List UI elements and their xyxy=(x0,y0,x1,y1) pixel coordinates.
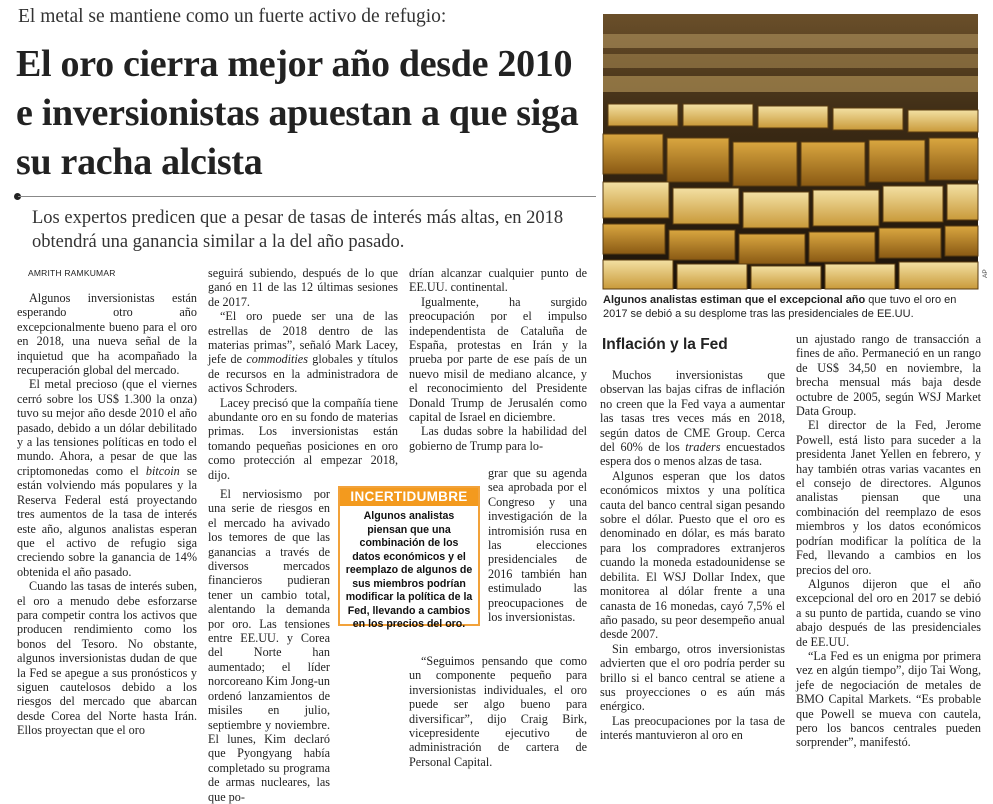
article-kicker: El metal se mantiene como un fuerte activo de refugio: xyxy=(18,6,447,27)
paragraph: El director de la Fed, Jerome Powell, está listo para suceder a la presidenta Janet Yellen en febrero, y hay también otras varias vacantes en el consejo de directores. Algunos analistas piensan que una combinación del reemplazo de esos miembros y los datos económicos podrían modificar la política de la Fed, llevando a cambios en los precios del oro. xyxy=(796,418,981,577)
column-5 xyxy=(796,332,981,771)
section-subhead: Inflación y la Fed xyxy=(602,336,728,353)
article-dek: Los expertos predicen que a pesar de tasas de interés más altas, en 2018 obtendrá una ganancia similar a la del año pasado. xyxy=(32,208,564,252)
paragraph: Muchos inversionistas que observan las bajas cifras de inflación no creen que la Fed vaya a aumentar las tasas tres veces más en 2018, según datos de CME Group. Cerca del 60% de los traders encuestados espera dos o menos alzas de tasa. xyxy=(600,368,785,469)
paragraph: “El oro puede ser una de las estrellas de 2018 dentro de las materias primas”, señaló Mark Lacey, jefe de commodities globales y títulos de recursos en la administradora de activos Schroders. xyxy=(208,309,398,396)
paragraph: un ajustado rango de transacción a fines de año. Permaneció en un rango de US$ 34,50 en noviembre, la brecha mensual más baja desde octubre de 2005, según WSJ Market Data Group. xyxy=(796,332,981,419)
paragraph: Cuando las tasas de interés suben, el oro a menudo debe esforzarse para competir contra los activos que producen rendimiento como los bonos del Tesoro. No obstante, algunos inversionistas dudan de que la Fed se apegue a sus pronósticos y siguen cautelosos debido a los riesgos del mercado que abarcan desde Corea del Norte hasta Irán. Ellos proyectan que el oro xyxy=(17,579,197,738)
caption-lead: Algunos analistas estiman que el excepcional año xyxy=(603,294,866,306)
pull-quote xyxy=(338,486,480,630)
paragraph: Algunos dijeron que el año excepcional del oro en 2017 se debió a su punto de partida, cuando se vino abajo después de las presidenciales de EE.UU. xyxy=(796,576,981,649)
photo-credit: AP xyxy=(982,269,989,278)
paragraph: Sin embargo, otros inversionistas advierten que el oro podría perder su brillo si el banco central se atiene a sus proyecciones o es aún más enérgico. xyxy=(600,641,785,714)
paragraph: drían alcanzar cualquier punto de EE.UU. continental. xyxy=(409,266,587,295)
photo-caption xyxy=(603,294,981,321)
paragraph: Algunos inversionistas están esperando otro año excepcionalmente bueno para el oro en 2018, una nueva señal de la inquietud que ha acompañado la recuperación global del mercado. xyxy=(17,291,197,378)
column-2-top xyxy=(208,266,398,487)
paragraph: grar que su agenda sea aprobada por el Congreso y una investigación de la intromisión rusa en las elecciones presidenciales de 2016 también han estimulado las preocupaciones de los inversionistas. xyxy=(488,466,587,625)
paragraph: El nerviosismo por una serie de riesgos en el mercado ha avivado los temores de que las ganancias a través de diversos mercados financieros pudieran tener un cambio total, alentando la demanda por oro. Las tensiones entre EE.UU. y Corea del Norte han aumentado; el líder norcoreano Kim Jong-un ordenó lanzamientos de misiles en julio, septiembre y noviembre. El lunes, Kim declaró que Pyongyang había completado su programa de armas nucleares, las que po- xyxy=(208,487,330,804)
caption-text: que tuvo el oro en 2017 se debió a su desplome tras las presidenciales de EE.UU. xyxy=(603,294,957,320)
byline: AMRITH RAMKUMAR xyxy=(28,268,116,278)
article-headline: El oro cierra mejor año desde 2010 e inversionistas apuestan a que siga su racha alcista xyxy=(16,43,579,183)
paragraph: seguirá subiendo, después de lo que ganó en 11 de las 12 últimas sesiones de 2017. xyxy=(208,266,398,309)
column-3-middle xyxy=(488,466,587,654)
paragraph: “Seguimos pensando que como un componente pequeño para inversionistas individuales, el oro puede ser algo bueno para diversificar”, dijo Craig Birk, vicepresidente ejecutivo de administración de cartera de Personal Capital. xyxy=(409,654,587,769)
column-2-bottom xyxy=(208,487,330,804)
paragraph: El metal precioso (que el viernes cerró sobre los US$ 1.300 la onza) tuvo su mejor año desde 2010 el año pasado, debido a un dólar debilitado y a las tensiones políticas en todo el mundo. Ahora, a pesar de que las criptomonedas como el bitcoin se están volviendo más populares y la Reserva Federal está proyectando tres aumentos de la tasa de interés este año, algunos analistas esperan que el activo de refugio siga creciendo sobre la ganancia de 14% obtenida el año pasado. xyxy=(17,377,198,579)
column-3-top xyxy=(409,266,587,466)
paragraph: Las dudas sobre la habilidad del gobierno de Trump para lo- xyxy=(409,424,587,453)
pull-quote-label: INCERTIDUMBRE xyxy=(340,488,478,506)
gold-bars-photo xyxy=(603,14,978,289)
column-3-bottom xyxy=(409,654,587,771)
paragraph: “La Fed es un enigma por primera vez en algún tiempo”, dijo Tai Wong, jefe de negociación de metales de BMO Capital Markets. “Es probable que Powell se mueva con cautela, pero los bancos centrales pueden sorprender”, manifestó. xyxy=(796,648,981,750)
gold-bars-illustration xyxy=(603,14,978,289)
headline-rule xyxy=(18,196,596,197)
paragraph: Algunos esperan que los datos económicos mixtos y una política cauta del banco central sigan pesando sobre el dólar. Puesto que el oro es denominado en dólar, es más barato para los compradores extranjeros cuando la moneda estadounidense se debilita. El WSJ Dollar Index, que monitorea al dólar frente a una canasta de 16 monedas, cayó 7,5% el año pasado, su peor desempeño anual desde 2007. xyxy=(600,468,785,642)
paragraph: Las preocupaciones por la tasa de interés mantuvieron al oro en xyxy=(600,713,785,743)
paragraph: Lacey precisó que la compañía tiene abundante oro en su fondo de materias primas. Los inversionistas están tomando pequeñas posiciones en oro como protección al empezar 2018, dijo. xyxy=(208,395,398,482)
column-4 xyxy=(600,368,785,771)
column-1 xyxy=(17,291,197,771)
paragraph: Igualmente, ha surgido preocupación por el impulso independentista de Cataluña de España, protestas en Irán y la prueba por parte de ese país de un nuevo misil de mediano alcance, y el reconocimiento del Presidente Donald Trump de Jerusalén como capital de Israel en diciembre. xyxy=(409,294,587,425)
pull-quote-text: Algunos analistas piensan que una combinación de los datos económicos y el reemplazo de algunos de sus miembros podrían modificar la política de la Fed, llevando a cambios en los precios del oro. xyxy=(345,510,473,630)
